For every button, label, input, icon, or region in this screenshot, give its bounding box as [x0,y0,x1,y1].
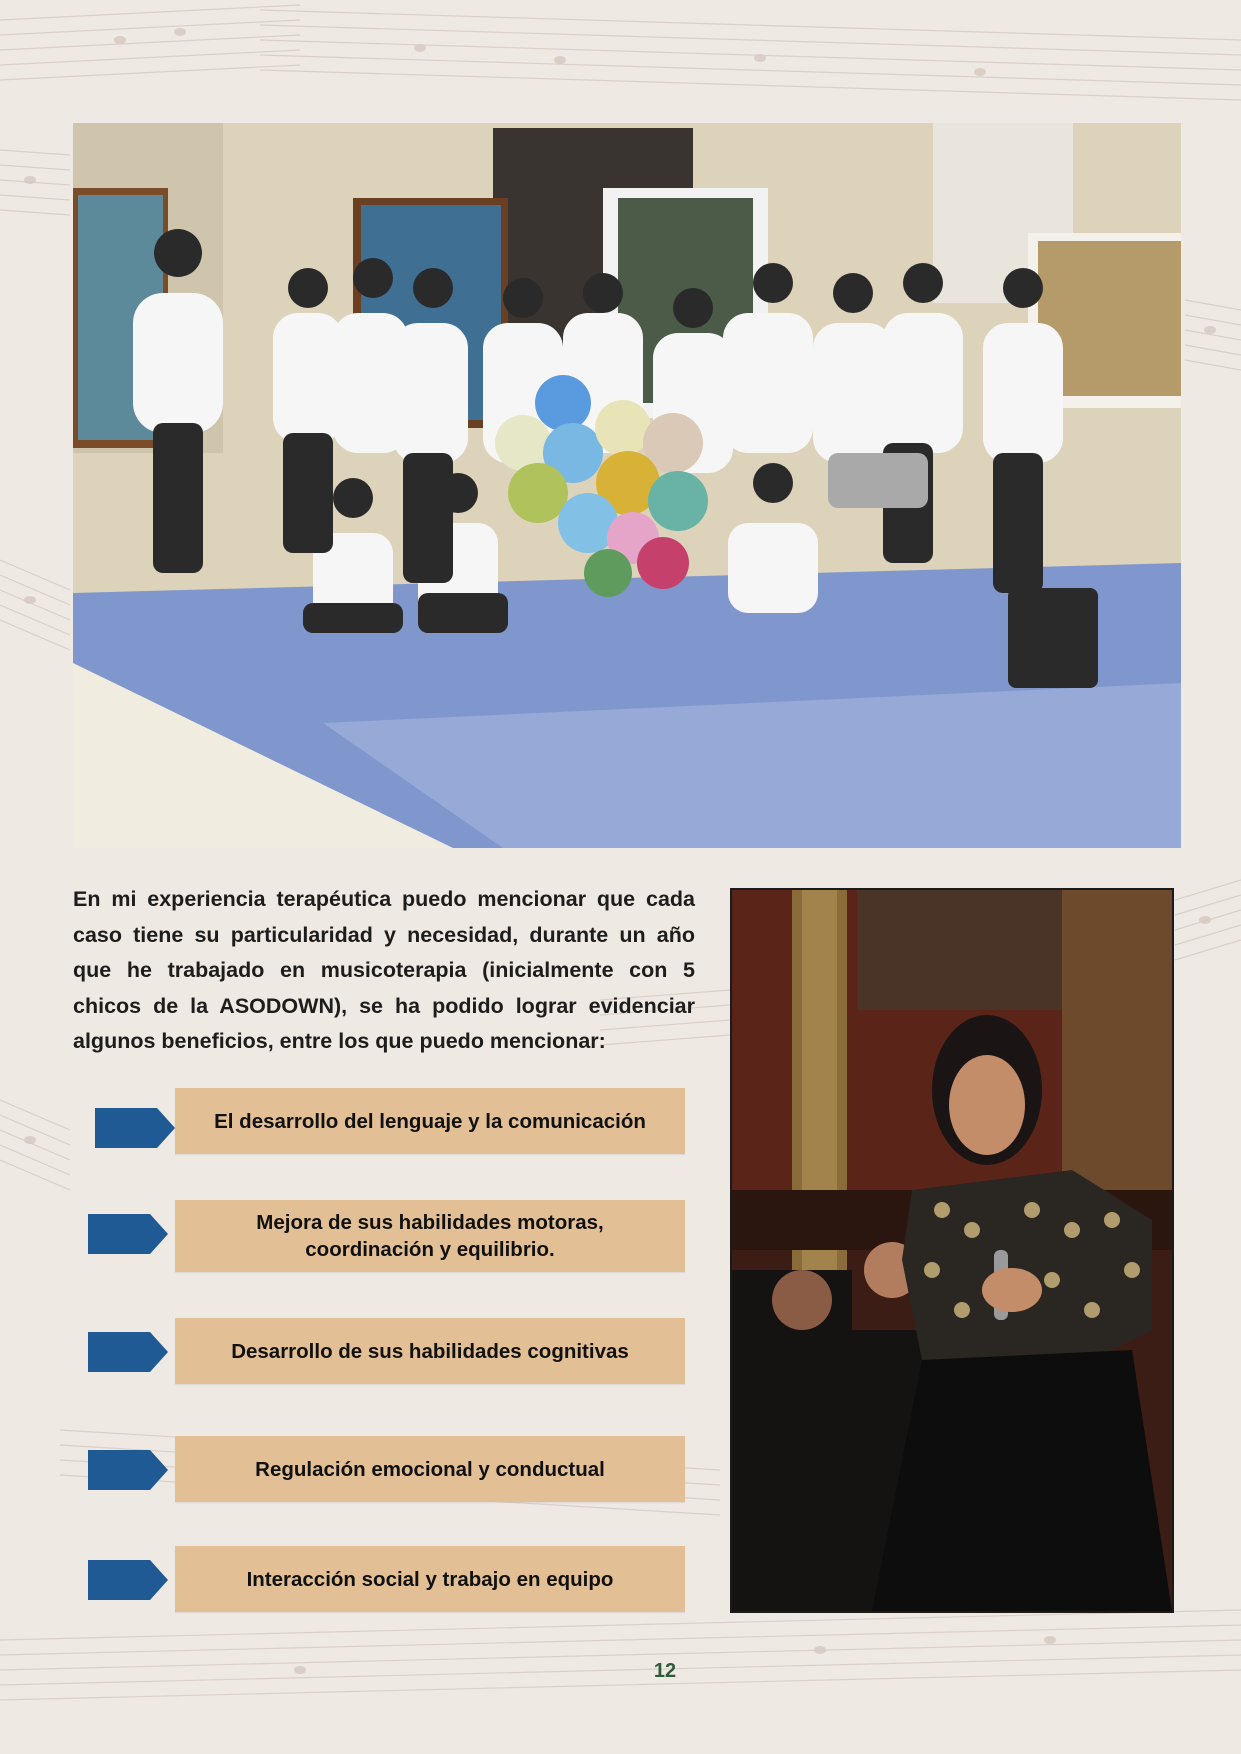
arrow-right-icon [88,1214,168,1254]
page-number: 12 [653,1660,677,1682]
arrow-right-icon [95,1108,175,1148]
arrow-right-icon [88,1560,168,1600]
intro-paragraph: En mi experiencia terapéutica puedo mencionar que cada caso tiene su particularidad y necesidad, durante un año que he trabajado en musicoterapia (inicialmente con 5 chicos de la ASODOWN), se ha podido lograr evidenciar algunos beneficios, entre los que puedo mencionar: [73,887,695,1053]
group-photo [73,123,1181,848]
benefit-label: Mejora de sus habilidades motoras, coordinación y equilibrio. [175,1200,685,1272]
arrow-right-icon [88,1332,168,1372]
arrow-right-icon [88,1450,168,1490]
benefit-label: Interacción social y trabajo en equipo [175,1546,685,1612]
benefit-label: Desarrollo de sus habilidades cognitivas [175,1318,685,1384]
benefit-label: Regulación emocional y conductual [175,1436,685,1502]
benefit-label: El desarrollo del lenguaje y la comunicación [175,1088,685,1154]
singer-photo [730,888,1174,1613]
